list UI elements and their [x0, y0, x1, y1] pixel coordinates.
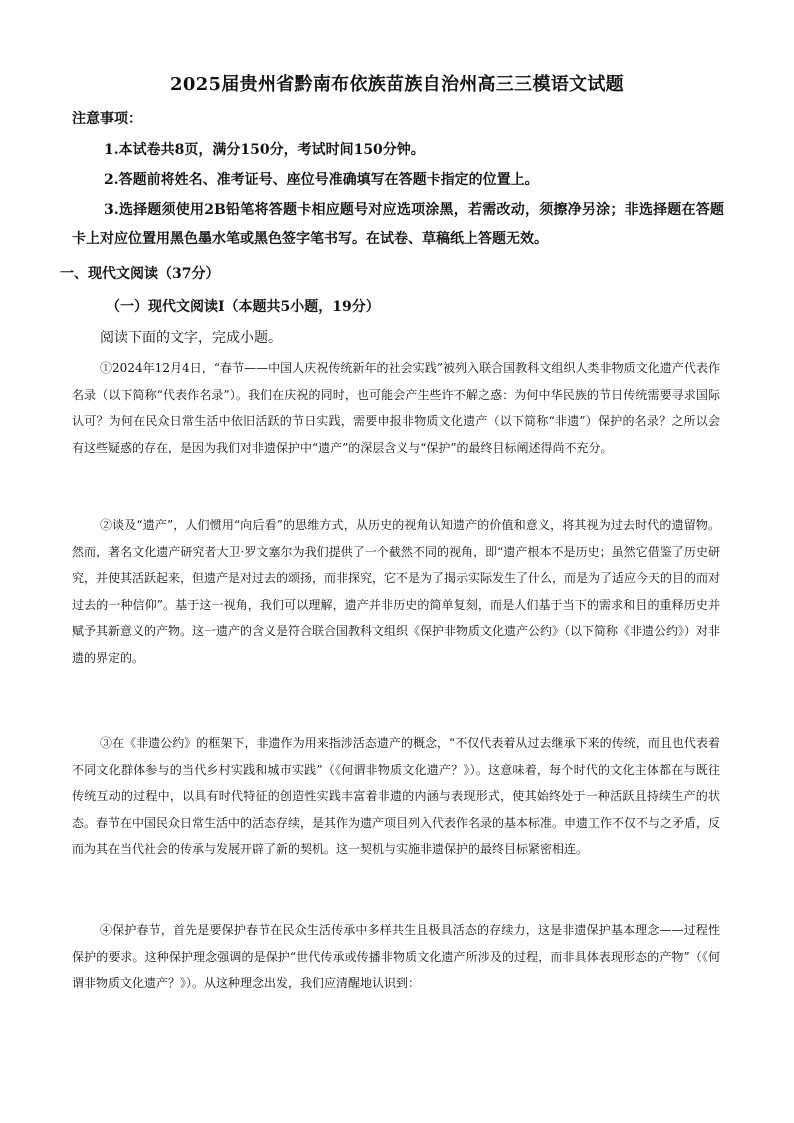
passage-paragraph-3: ③在《非遗公约》的框架下，非遗作为用来指涉活态遗产的概念，“不仅代表着从过去继承下来的传统，而且也代表着不同文化群体参与的当代乡村实践和城市实践”（《何谓非物质文化遗产？》）。这意味着，每个时代的文化主体都在与既往传统互动的过程中，以具有时代特征的创造性实践丰富着非遗的内涵与表现形式，使其始终处于一种活跃且持续生产的状态。春节在中国民众日常生活中的活态存续，是其作为遗产项目列入代表作名录的基本标准。申遗工作不仅不与之矛盾，反而为其在当代社会的传承与发展开辟了新的契机。这一契机与实施非遗保护的最终目标紧密相连。 [72, 736, 721, 856]
passage-paragraph-1: ①2024年12月4日，“春节——中国人庆祝传统新年的社会实践”被列入联合国教科文组织人类非物质文化遗产代表作名录（以下简称“代表作名录”）。我们在庆祝的同时，也可能会产生些许不解之惑：为何中华民族的节日传统需要寻求国际认可？为何在民众日常生活中依旧活跃的节日实践，需要申报非物质文化遗产（以下简称“非遗”）保护的名录？之所以会有这些疑惑的存在，是因为我们对非遗保护中“遗产”的深层含义与“保护”的最终目标阐述得尚不充分。 [72, 361, 720, 455]
document-title: 2025届贵州省黔南布依族苗族自治州高三三模语文试题 [170, 74, 624, 95]
subsection-heading: （一）现代文阅读Ⅰ（本题共5小题，19分） [106, 299, 380, 315]
notice-item-1: 1.本试卷共8页，满分150分，考试时间150分钟。 [104, 142, 425, 158]
section-heading: 一、现代文阅读（37分） [60, 266, 220, 282]
notice-heading: 注意事项： [72, 111, 142, 127]
notice-item-3: 3.选择题须使用2B铅笔将答题卡相应题号对应选项涂黑，若需改动，须擦净另涂；非选择题在答题卡上对应位置用黑色墨水笔或黑色签字笔书写。在试卷、草稿纸上答题无效。 [72, 202, 724, 247]
reading-instruction: 阅读下面的文字，完成小题。 [100, 330, 282, 346]
passage-paragraph-4: ④保护春节，首先是要保护春节在民众生活传承中多样共生且极具活态的存续力，这是非遗保护基本理念——过程性保护的要求。这种保护理念强调的是保护“世代传承或传播非物质文化遗产所涉及的过程，而非具体表现形态的产物”（《何谓非物质文化遗产？》）。从这种理念出发，我们应清醒地认识到： [72, 923, 720, 990]
passage-paragraph-2: ②谈及“遗产”，人们惯用“向后看”的思维方式，从历史的视角认知遗产的价值和意义，将其视为过去时代的遗留物。然而，著名文化遗产研究者大卫·罗文塞尔为我们提供了一个截然不同的视角，即“遗产根本不是历史；虽然它借鉴了历史研究，并使其活跃起来，但遗产是对过去的颂扬，而非探究，它不是为了揭示实际发生了什么，而是为了适应今天的目的而对过去的一种信仰”。基于这一视角，我们可以理解，遗产并非历史的简单复刻，而是人们基于当下的需求和目的重释历史并赋予其新意义的产物。这一遗产的含义是符合联合国教科文组织《保护非物质文化遗产公约》（以下简称《非遗公约》）对非遗的界定的。 [72, 518, 721, 665]
notice-item-2: 2.答题前将姓名、准考证号、座位号准确填写在答题卡指定的位置上。 [104, 172, 539, 188]
